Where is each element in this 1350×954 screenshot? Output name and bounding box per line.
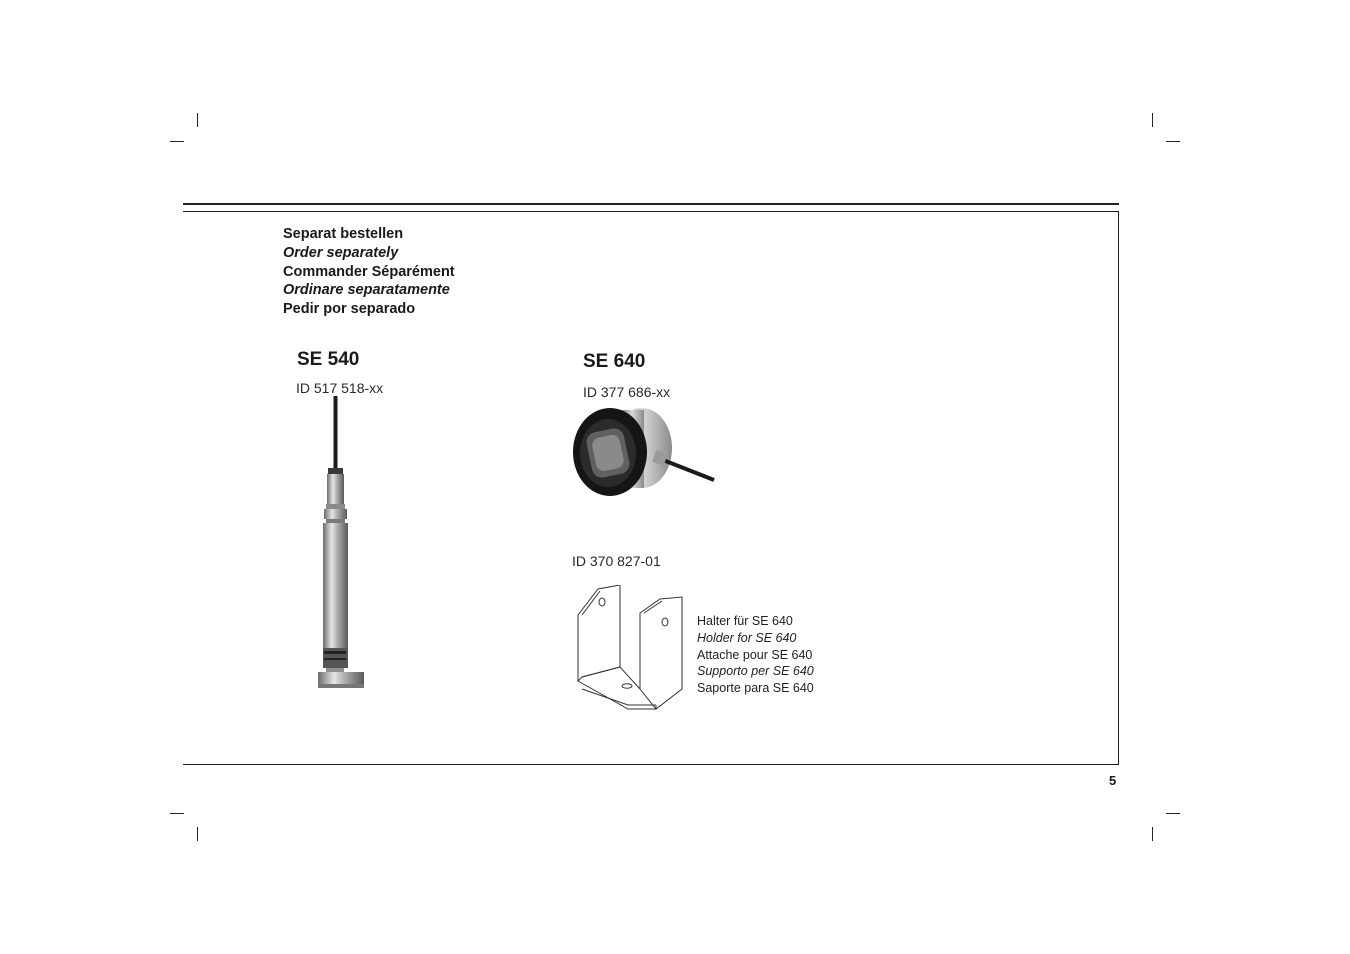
heading-line-de: Separat bestellen — [283, 226, 404, 242]
crop-mark — [170, 813, 184, 814]
crop-mark — [1152, 827, 1153, 841]
se640-model-title: SE 640 — [583, 351, 646, 372]
heading-line-es: Pedir por separado — [283, 301, 416, 318]
crop-mark — [197, 827, 198, 841]
page-number: 5 — [1109, 773, 1117, 788]
right-frame-line — [1118, 211, 1119, 765]
holder-caption-it: Supporto per SE 640 — [697, 664, 814, 679]
heading-line-it: Ordinare separatamente — [283, 282, 450, 299]
holder-caption-fr: Attache pour SE 640 — [697, 647, 813, 662]
holder-caption-de: Halter für SE 640 — [697, 614, 793, 628]
crop-mark — [197, 113, 198, 127]
order-separately-heading — [283, 225, 455, 319]
holder-caption-en: Holder for SE 640 — [697, 630, 797, 645]
se640-id: ID 377 686-xx — [583, 384, 671, 400]
crop-mark — [1166, 813, 1180, 814]
se540-probe-illustration — [310, 396, 374, 692]
top-rule — [183, 203, 1119, 205]
crop-mark — [1152, 113, 1153, 127]
crop-mark — [1166, 141, 1180, 142]
se640-probe-illustration — [570, 400, 718, 500]
holder-caption-es: Saporte para SE 640 — [697, 681, 814, 696]
se540-id: ID 517 518-xx — [296, 380, 384, 396]
se540-model-title: SE 540 — [297, 349, 360, 370]
holder-id: ID 370 827-01 — [572, 553, 661, 569]
holder-captions — [697, 613, 814, 697]
crop-mark — [170, 141, 184, 142]
heading-line-fr: Commander Séparément — [283, 263, 455, 280]
bottom-rule — [183, 764, 1119, 765]
holder-bracket-drawing — [572, 585, 690, 713]
heading-line-en: Order separately — [283, 244, 399, 261]
top-thin-rule — [183, 211, 1119, 212]
